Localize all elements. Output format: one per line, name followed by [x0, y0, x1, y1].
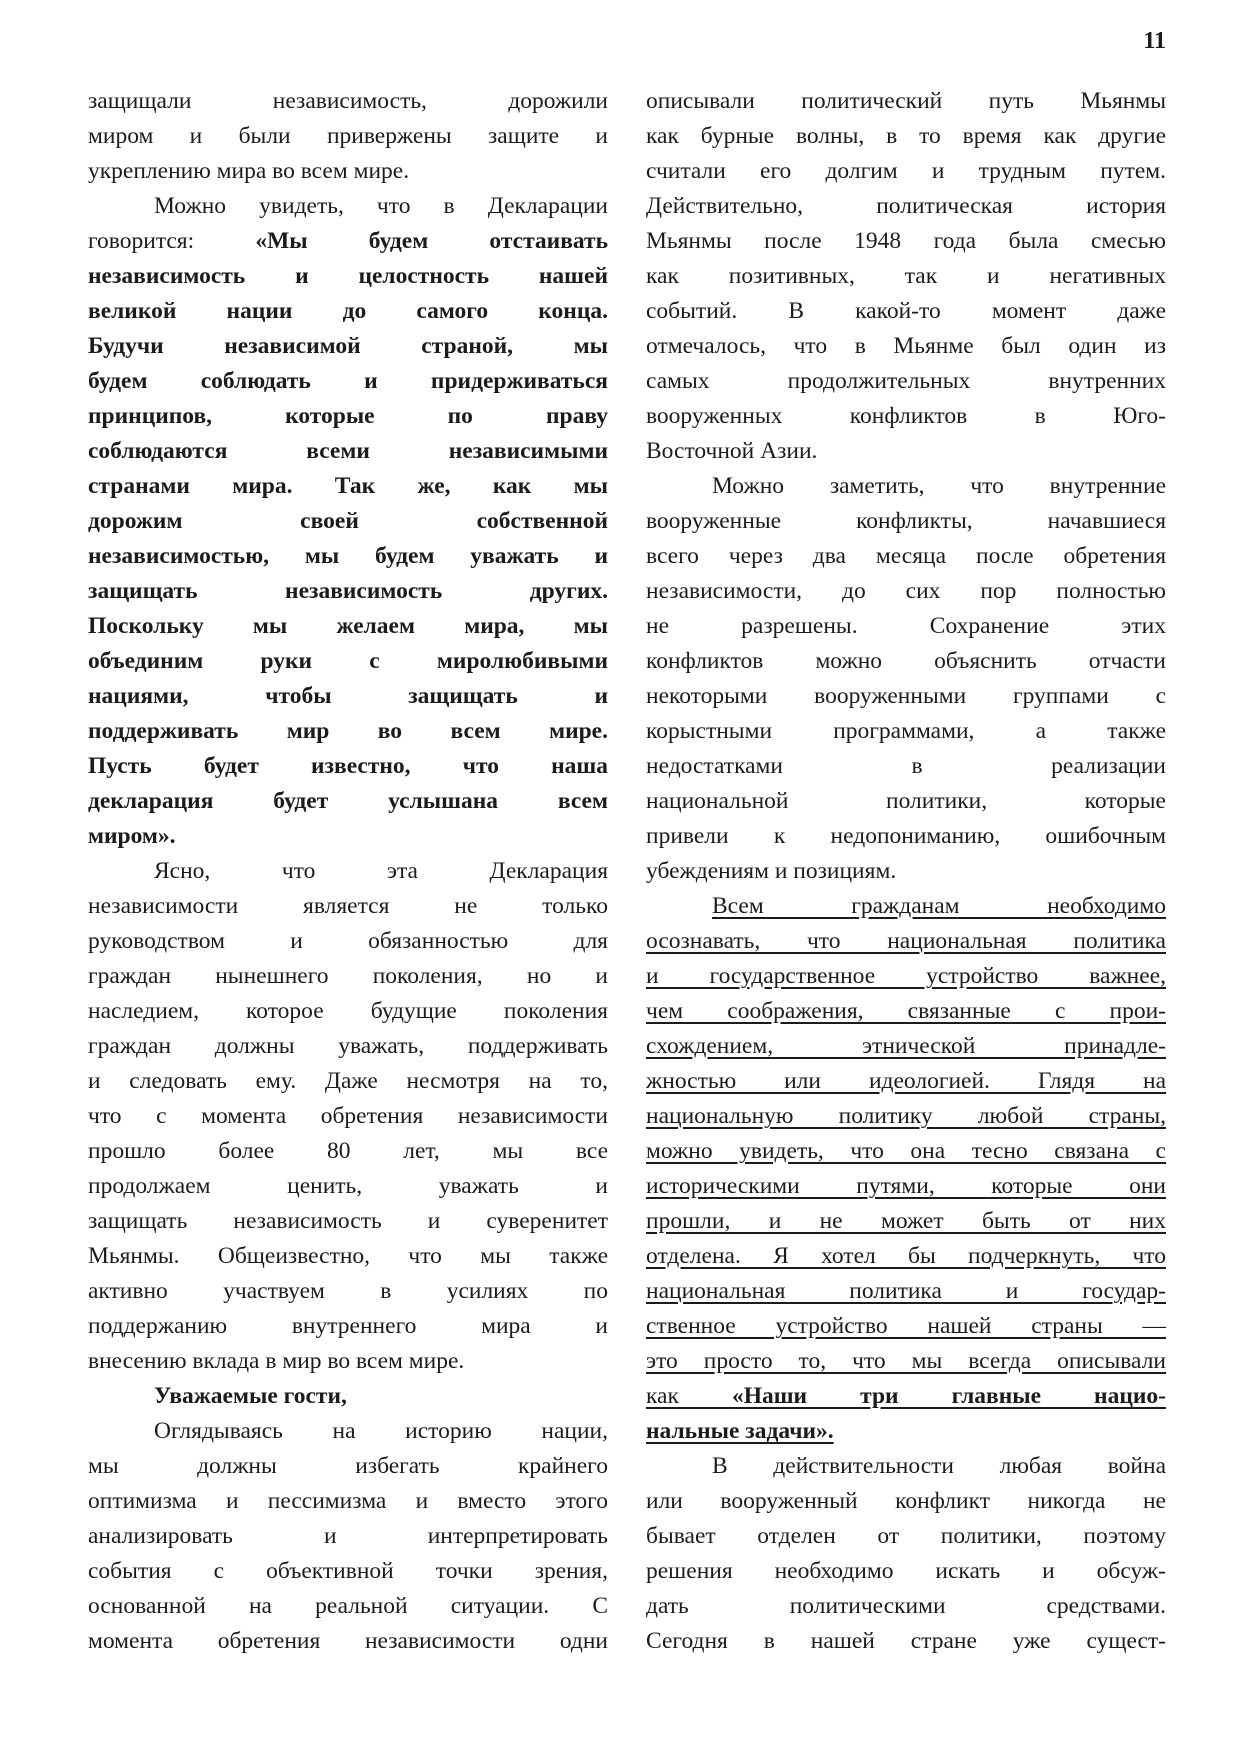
text-segment: поддерживать мир во всем мире. [88, 718, 608, 744]
text-segment: наследием, которое будущие поколения [88, 998, 608, 1024]
text-segment: «Наши три главные нацио- [731, 1383, 1166, 1409]
text-line [88, 959, 608, 994]
text-segment: независимостью, мы будем уважать и [88, 543, 608, 569]
text-line [646, 679, 1166, 714]
text-segment: ственное устройство нашей страны — [646, 1313, 1166, 1339]
text-segment: Уважаемые гости, [154, 1383, 347, 1409]
text-line [646, 539, 1166, 574]
text-segment: отмечалось, что в Мьянме был один из [646, 333, 1166, 359]
text-line [646, 364, 1166, 399]
text-segment: дорожим своей собственной [88, 508, 608, 534]
text-segment: продолжаем ценить, уважать и [88, 1173, 608, 1199]
text-segment: нациями, чтобы защищать и [88, 683, 608, 709]
text-line [88, 854, 608, 889]
text-segment: историческими путями, которые они [646, 1173, 1166, 1199]
text-segment: Действительно, политическая история [646, 193, 1166, 219]
text-column-right [646, 84, 1166, 1659]
text-line [646, 329, 1166, 364]
text-line [646, 119, 1166, 154]
text-line [88, 1589, 608, 1624]
text-segment: мы должны избегать крайнего [88, 1453, 608, 1479]
text-segment: будем соблюдать и придерживаться [88, 368, 608, 394]
text-line [646, 1414, 1166, 1449]
text-segment: убеждениям и позициям. [646, 858, 897, 884]
text-segment: не разрешены. Сохранение этих [646, 613, 1166, 639]
text-line [88, 189, 608, 224]
text-line [88, 259, 608, 294]
text-segment: нальные задачи». [646, 1418, 834, 1444]
text-line [88, 504, 608, 539]
text-segment: оптимизма и пессимизма и вместо этого [88, 1488, 608, 1514]
text-line [646, 819, 1166, 854]
text-line [646, 1169, 1166, 1204]
text-segment: прошли, и не может быть от них [646, 1208, 1166, 1234]
text-line [646, 1624, 1166, 1659]
text-segment: что с момента обретения независимости [88, 1103, 608, 1129]
text-line [88, 784, 608, 819]
text-line [646, 469, 1166, 504]
text-segment: Поскольку мы желаем мира, мы [88, 613, 608, 639]
text-line [646, 1239, 1166, 1274]
text-line [646, 1449, 1166, 1484]
text-line [88, 1449, 608, 1484]
text-segment: национальная политика и государ- [646, 1278, 1166, 1304]
text-line [646, 1484, 1166, 1519]
text-line [88, 1379, 608, 1414]
text-segment: всего через два месяца после обретения [646, 543, 1166, 569]
text-line [646, 1554, 1166, 1589]
text-line [88, 1309, 608, 1344]
text-line [646, 1519, 1166, 1554]
text-segment: «Мы будем отстаивать [255, 228, 608, 254]
text-segment: описывали политический путь Мьянмы [646, 88, 1166, 114]
text-segment: говорится: [88, 228, 256, 254]
text-line [88, 1099, 608, 1134]
text-segment: объединим руки с миролюбивыми [88, 648, 608, 674]
text-segment: Мьянмы. Общеизвестно, что мы также [88, 1243, 608, 1269]
text-segment: как [646, 1383, 732, 1409]
text-line [646, 784, 1166, 819]
text-line [646, 84, 1166, 119]
text-line [88, 294, 608, 329]
text-segment: миром и были привержены защите и [88, 123, 608, 149]
text-line [88, 819, 608, 854]
text-segment: Пусть будет известно, что наша [88, 753, 608, 779]
text-segment: странами мира. Так же, как мы [88, 473, 608, 499]
text-segment: вооруженные конфликты, начавшиеся [646, 508, 1166, 534]
text-line [88, 84, 608, 119]
text-line [646, 224, 1166, 259]
text-segment: принципов, которые по праву [88, 403, 608, 429]
text-segment: Всем гражданам необходимо [712, 893, 1166, 919]
text-line [646, 1379, 1166, 1414]
text-line [88, 1554, 608, 1589]
text-segment: внесению вклада в мир во всем мире. [88, 1348, 465, 1374]
text-segment: прошло более 80 лет, мы все [88, 1138, 608, 1164]
text-line [88, 644, 608, 679]
text-line [646, 644, 1166, 679]
text-line [646, 889, 1166, 924]
text-segment: решения необходимо искать и обсуж- [646, 1558, 1166, 1584]
text-line [646, 749, 1166, 784]
text-segment: независимости, до сих пор полностью [646, 578, 1166, 604]
text-line [646, 1064, 1166, 1099]
text-line [88, 889, 608, 924]
text-segment: момента обретения независимости одни [88, 1628, 608, 1654]
text-segment: недостатками в реализации [646, 753, 1166, 779]
text-line [646, 609, 1166, 644]
text-segment: декларация будет услышана всем [88, 788, 608, 814]
text-line [88, 1029, 608, 1064]
text-segment: как позитивных, так и негативных [646, 263, 1166, 289]
text-line [88, 1484, 608, 1519]
text-line [646, 1309, 1166, 1344]
text-segment: вооруженных конфликтов в Юго- [646, 403, 1166, 429]
text-line [88, 329, 608, 364]
text-line [646, 1099, 1166, 1134]
text-segment: независимость и целостность нашей [88, 263, 608, 289]
text-segment: анализировать и интерпретировать [88, 1523, 608, 1549]
text-segment: поддержанию внутреннего мира и [88, 1313, 608, 1339]
text-line [646, 399, 1166, 434]
text-segment: В действительности любая война [712, 1453, 1166, 1479]
text-line [88, 714, 608, 749]
text-line [646, 1134, 1166, 1169]
text-segment: бывает отделен от политики, поэтому [646, 1523, 1166, 1549]
text-line [88, 1134, 608, 1169]
text-segment: укреплению мира во всем мире. [88, 158, 410, 184]
text-line [646, 434, 1166, 469]
text-line [88, 1414, 608, 1449]
text-line [646, 994, 1166, 1029]
text-line [646, 1274, 1166, 1309]
text-line [88, 574, 608, 609]
text-line [646, 259, 1166, 294]
page-number: 11 [1143, 28, 1166, 54]
text-line [88, 924, 608, 959]
text-segment: или вооруженный конфликт никогда не [646, 1488, 1166, 1514]
text-line [88, 1169, 608, 1204]
text-segment: схождением, этнической принадле- [646, 1033, 1166, 1059]
text-column-left [88, 84, 608, 1659]
text-line [646, 574, 1166, 609]
text-segment: жностью или идеологией. Глядя на [646, 1068, 1166, 1094]
text-line [88, 154, 608, 189]
text-line [88, 539, 608, 574]
text-segment: некоторыми вооруженными группами с [646, 683, 1166, 709]
text-line [88, 1344, 608, 1379]
text-line [646, 854, 1166, 889]
text-segment: Восточной Азии. [646, 438, 818, 464]
text-segment: Мьянмы после 1948 года была смесью [646, 228, 1166, 254]
text-line [88, 119, 608, 154]
text-line [88, 224, 608, 259]
text-line [88, 1519, 608, 1554]
text-line [646, 959, 1166, 994]
text-line [88, 994, 608, 1029]
text-line [88, 399, 608, 434]
text-line [88, 1624, 608, 1659]
text-line [646, 1589, 1166, 1624]
text-line [88, 434, 608, 469]
text-segment: независимости является не только [88, 893, 608, 919]
text-line [646, 1204, 1166, 1239]
text-line [88, 749, 608, 784]
text-segment: соблюдаются всеми независимыми [88, 438, 608, 464]
text-segment: национальной политики, которые [646, 788, 1166, 814]
text-segment: осознавать, что национальная политика [646, 928, 1166, 954]
text-line [88, 1239, 608, 1274]
text-segment: Ясно, что эта Декларация [154, 858, 608, 884]
text-segment: национальную политику любой страны, [646, 1103, 1166, 1129]
text-line [646, 1344, 1166, 1379]
text-segment: чем соображения, связанные с прои- [646, 998, 1166, 1024]
text-segment: защищать независимость других. [88, 578, 608, 604]
text-line [646, 294, 1166, 329]
text-line [88, 1204, 608, 1239]
text-line [646, 504, 1166, 539]
text-segment: Сегодня в нашей стране уже сущест- [646, 1628, 1166, 1654]
text-line [646, 1029, 1166, 1064]
text-segment: Оглядываясь на историю нации, [154, 1418, 608, 1444]
text-line [88, 364, 608, 399]
text-line [646, 189, 1166, 224]
text-segment: защищать независимость и суверенитет [88, 1208, 608, 1234]
text-line [88, 1274, 608, 1309]
text-segment: Можно увидеть, что в Декларации [154, 193, 608, 219]
text-segment: как бурные волны, в то время как другие [646, 123, 1166, 149]
text-segment: миром». [88, 823, 176, 849]
text-segment: конфликтов можно объяснить отчасти [646, 648, 1166, 674]
text-segment: привели к недопониманию, ошибочным [646, 823, 1166, 849]
text-segment: отделена. Я хотел бы подчеркнуть, что [646, 1243, 1166, 1269]
text-segment: Можно заметить, что внутренние [712, 473, 1166, 499]
text-segment: можно увидеть, что она тесно связана с [646, 1138, 1166, 1164]
text-segment: и следовать ему. Даже несмотря на то, [88, 1068, 608, 1094]
text-line [88, 469, 608, 504]
text-line [88, 609, 608, 644]
text-segment: активно участвуем в усилиях по [88, 1278, 608, 1304]
text-segment: корыстными программами, а также [646, 718, 1166, 744]
text-segment: считали его долгим и трудным путем. [646, 158, 1166, 184]
text-line [88, 679, 608, 714]
text-line [88, 1064, 608, 1099]
text-segment: великой нации до самого конца. [88, 298, 608, 324]
text-segment: граждан должны уважать, поддерживать [88, 1033, 608, 1059]
text-line [646, 924, 1166, 959]
text-segment: и государственное устройство важнее, [646, 963, 1166, 989]
text-segment: события с объективной точки зрения, [88, 1558, 608, 1584]
text-segment: основанной на реальной ситуации. С [88, 1593, 608, 1619]
text-segment: событий. В какой-то момент даже [646, 298, 1166, 324]
text-segment: граждан нынешнего поколения, но и [88, 963, 608, 989]
text-segment: руководством и обязанностью для [88, 928, 608, 954]
text-line [646, 154, 1166, 189]
text-segment: это просто то, что мы всегда описывали [646, 1348, 1166, 1374]
text-segment: защищали независимость, дорожили [88, 88, 608, 114]
text-segment: самых продолжительных внутренних [646, 368, 1166, 394]
text-segment: Будучи независимой страной, мы [88, 333, 608, 359]
text-segment: дать политическими средствами. [646, 1593, 1166, 1619]
text-line [646, 714, 1166, 749]
text-columns [88, 84, 1166, 1659]
